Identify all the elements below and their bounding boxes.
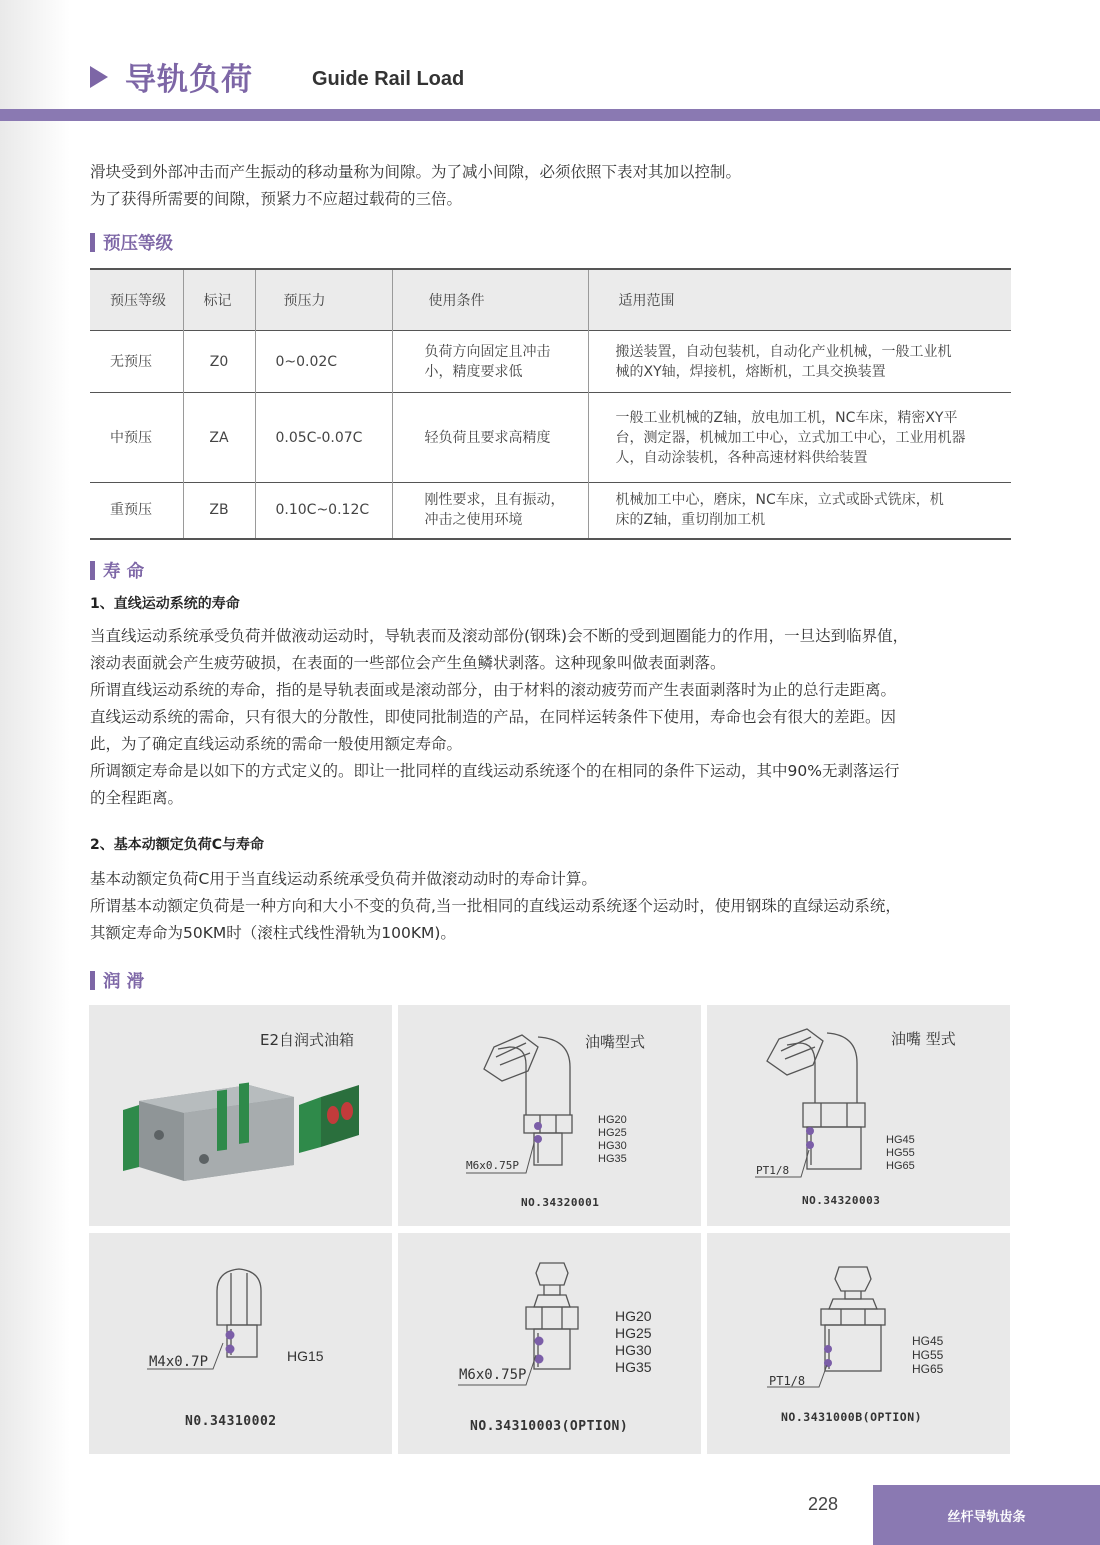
column-header: 适用范围 bbox=[588, 269, 1011, 331]
thread-spec: PT1/8 bbox=[769, 1374, 806, 1388]
preload-table bbox=[90, 268, 1011, 540]
cell-mark: ZB bbox=[183, 483, 255, 539]
life-paragraph-2 bbox=[90, 866, 901, 947]
paragraph-line: 当直线运动系统承受负荷并做液动运动时，导轨表而及滚动部份(钢珠)会不断的受到迴圈能力的作用，一旦达到临界值， bbox=[90, 627, 909, 645]
thread-spec: M6x0.75P bbox=[459, 1367, 527, 1383]
thread-spec: M6x0.75P bbox=[466, 1159, 519, 1172]
cell-line: 刚性要求，且有振动， bbox=[424, 492, 565, 509]
card-caption: 油嘴 型式 bbox=[891, 1030, 956, 1048]
paragraph-line: 滚动表面就会产生疲劳破损，在表面的一些部位会产生鱼鳞状剥落。这种现象叫做表面剥落。 bbox=[90, 654, 726, 672]
cell-line: 冲击之使用环境 bbox=[424, 512, 523, 529]
cell-scope bbox=[588, 393, 1011, 483]
page-title-en: Guide Rail Load bbox=[312, 68, 465, 90]
header-divider-bar bbox=[0, 109, 1100, 121]
thread-spec: PT1/8 bbox=[756, 1164, 790, 1177]
cell-grade: 重预压 bbox=[90, 483, 183, 539]
section-title: 润 滑 bbox=[103, 971, 145, 992]
section-title: 预压等级 bbox=[103, 233, 173, 254]
footer-label: 丝杆导轨齿条 bbox=[947, 1509, 1026, 1525]
cell-line: 床的Z轴，重切削加工机 bbox=[615, 512, 766, 529]
column-header: 预压等级 bbox=[90, 269, 183, 331]
page-edge-shade bbox=[0, 0, 70, 1545]
footer-category-tab bbox=[873, 1485, 1100, 1545]
section-heading-lube bbox=[90, 970, 144, 990]
cell-line: 一般工业机械的Z轴，放电加工机，NC车床，精密XY平 bbox=[615, 409, 958, 426]
model-list: HG45 HG55 HG65 bbox=[886, 1134, 915, 1172]
model-list: HG20 HG25 HG30 HG35 bbox=[615, 1308, 652, 1375]
column-header: 使用条件 bbox=[392, 269, 588, 331]
cell-mark: Z0 bbox=[183, 331, 255, 393]
section-title: 寿 命 bbox=[103, 561, 145, 582]
page-title-cn: 导轨负荷 bbox=[125, 62, 253, 98]
section-bar bbox=[90, 561, 95, 580]
part-number: NO.34320001 bbox=[521, 1196, 600, 1209]
subheading-life-2: 2、基本动额定负荷C与寿命 bbox=[90, 837, 265, 853]
lube-card-straight-m6 bbox=[398, 1233, 701, 1454]
lube-card-e2 bbox=[89, 1005, 392, 1226]
section-bar bbox=[90, 233, 95, 252]
cell-condition bbox=[392, 331, 588, 393]
model-list: HG20 HG25 HG30 HG35 bbox=[598, 1114, 627, 1165]
cell-line: 搬送装置，自动包装机，自动化产业机械，一般工业机 bbox=[615, 343, 952, 360]
paragraph-line: 所谓基本动额定负荷是一种方向和大小不变的负荷,当一批相同的直线运动系统逐个运动时，使用钢珠的直绿运动系统， bbox=[90, 897, 901, 915]
table-row bbox=[90, 393, 1011, 483]
title-triangle-icon bbox=[90, 66, 108, 88]
cell-condition bbox=[392, 483, 588, 539]
cell-line: 小，精度要求低 bbox=[424, 363, 523, 380]
cell-line: 负荷方向固定且冲击 bbox=[424, 343, 551, 360]
lube-card-straight-pt bbox=[707, 1233, 1010, 1454]
cell-line: 轻负荷且要求高精度 bbox=[424, 429, 551, 446]
card-caption: 油嘴型式 bbox=[585, 1033, 646, 1051]
intro-line: 为了获得所需要的间隙，预紧力不应超过载荷的三倍。 bbox=[90, 190, 463, 208]
intro-line: 滑块受到外部冲击而产生振动的移动量称为间隙。为了减小间隙，必须依照下表对其加以控制。 bbox=[90, 163, 742, 181]
part-number: N0.34310002 bbox=[185, 1414, 277, 1429]
page-number: 228 bbox=[808, 1494, 839, 1514]
section-heading-life bbox=[90, 560, 144, 580]
cell-scope bbox=[588, 483, 1011, 539]
lube-card-cap-m4 bbox=[89, 1233, 392, 1454]
thread-spec: M4x0.7P bbox=[149, 1354, 209, 1370]
card-caption: E2自润式油箱 bbox=[260, 1031, 355, 1049]
cell-force: 0~0.02C bbox=[255, 331, 392, 393]
cell-grade: 无预压 bbox=[90, 331, 183, 393]
paragraph-line: 此，为了确定直线运动系统的需命一般使用额定寿命。 bbox=[90, 735, 463, 753]
cell-grade: 中预压 bbox=[90, 393, 183, 483]
part-number: NO.3431000B(OPTION) bbox=[781, 1410, 923, 1424]
angled-grease-nipple-icon bbox=[707, 1005, 1010, 1226]
paragraph-line: 其额定寿命为50KM时（滚柱式线性滑轨为100KM)。 bbox=[90, 924, 456, 942]
table-header-row bbox=[90, 269, 1011, 331]
subheading-life-1: 1、直线运动系统的寿命 bbox=[90, 596, 240, 612]
cell-line: 人，自动涂装机，各种高速材料供给装置 bbox=[615, 449, 868, 466]
section-heading-preload bbox=[90, 232, 173, 252]
cell-force: 0.05C-0.07C bbox=[255, 393, 392, 483]
lube-card-nipple-angled-m6 bbox=[398, 1005, 701, 1226]
angled-grease-nipple-icon bbox=[398, 1005, 701, 1226]
cell-force: 0.10C~0.12C bbox=[255, 483, 392, 539]
paragraph-line: 直线运动系统的需命，只有很大的分散性，即使同批制造的产品，在同样运转条件下使用，寿命也会有很大的差距。因 bbox=[90, 708, 897, 726]
table-row bbox=[90, 483, 1011, 539]
part-number: NO.34320003 bbox=[802, 1194, 881, 1207]
paragraph-line: 基本动额定负荷C用于当直线运动系统承受负荷并做滚动动时的寿命计算。 bbox=[90, 870, 597, 888]
column-header: 预压力 bbox=[255, 269, 392, 331]
life-paragraph-1 bbox=[90, 623, 908, 812]
paragraph-line: 的全程距离。 bbox=[90, 789, 184, 807]
e2-oil-box-image bbox=[89, 1005, 392, 1226]
model-list: HG45 HG55 HG65 bbox=[912, 1334, 944, 1376]
section-bar bbox=[90, 971, 95, 990]
column-header: 标记 bbox=[183, 269, 255, 331]
table-row bbox=[90, 331, 1011, 393]
cell-mark: ZA bbox=[183, 393, 255, 483]
cell-scope bbox=[588, 331, 1011, 393]
lube-card-nipple-angled-pt bbox=[707, 1005, 1010, 1226]
paragraph-line: 所谓直线运动系统的寿命，指的是导轨表面或是滚动部分，由于材料的滚动疲劳而产生表面剥落时为止的总行走距离。 bbox=[90, 681, 897, 699]
cell-line: 台，测定器，机械加工中心，立式加工中心，工业用机器 bbox=[615, 429, 966, 446]
cell-line: 机械加工中心，磨床，NC车床，立式或卧式铣床，机 bbox=[615, 492, 944, 509]
lubrication-grid bbox=[89, 1005, 1011, 1454]
intro-text bbox=[90, 159, 741, 213]
cell-condition bbox=[392, 393, 588, 483]
paragraph-line: 所调额定寿命是以如下的方式定义的。即让一批同样的直线运动系统逐个的在相同的条件下运动，其中90%无剥落运行 bbox=[90, 762, 900, 780]
cell-line: 械的XY轴，焊接机，熔断机，工具交换装置 bbox=[615, 363, 886, 380]
model-list: HG15 bbox=[287, 1348, 324, 1364]
part-number: NO.34310003(OPTION) bbox=[470, 1419, 629, 1434]
